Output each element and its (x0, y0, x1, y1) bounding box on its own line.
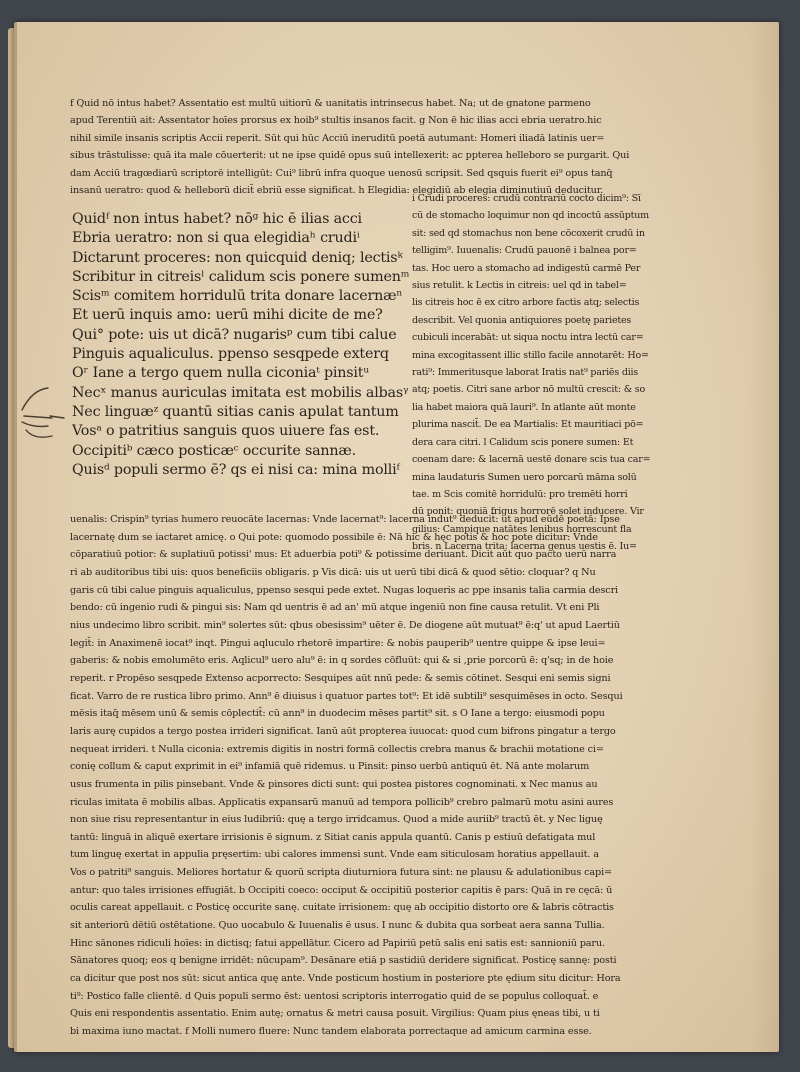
commentary-line: coenam dare: & lacernā uestē donare scis tua car= (412, 454, 651, 466)
commentary-line: describit. Vel quonia antiquiores poetę parietes (412, 314, 632, 326)
commentary-line: cōparatiuū potior: & suplatiuū potissi' mus: Et aduerbia poti⁹ & potissime deriuant̄. Dicit aūt quo pacto uerū narra (70, 549, 617, 561)
commentary-line: laris aurę cupidos a tergo postea irrideri significat. Ianū aūt propterea iuuocat: quod cum bifrons pingatur a tergo (70, 725, 616, 737)
verse-line: Vosᵃ o patritius sanguis quos uiuere fas est. (72, 423, 380, 440)
commentary-line: telligim⁹. Iuuenalis: Crudū pauonē i balnea por= (412, 245, 637, 257)
commentary-line: nequeat irrideri. t Nulla ciconia: extremis digitis in nostri formā collectis crebra manus & brachii motatione ci= (70, 743, 604, 755)
commentary-line: ca dicitur que post nos sūt: sicut antica quę ante. Vnde posticum hostium in posteriore pte ędium situ dicitur: Hora (70, 973, 621, 985)
commentary-line: ti⁹: Postico falle clientē. d Quis populi sermo ēst: uentosi scriptoris interrogatio quid de se populus colloquat̄. e (70, 990, 599, 1002)
commentary-line: sit: sed qd stomachus non bene cōcoxerit crudū in (412, 227, 645, 239)
main-verse-text (72, 210, 417, 480)
verse-line: Et uerū inquis amo: uerū mihi dicite de me? (72, 307, 383, 324)
commentary-line: uenalis: Crispin⁹ tyrias humero reuocāte lacernas: Vnde lacernat⁹: lacerna indut⁹ deducit̄: ut apud eūdē poetā: Ipse (70, 514, 620, 525)
commentary-line: insanū ueratro: quod & helleborū dicit̄ ebriū esse significat. h Elegidia: elegidiū ab elegia diminutiuū deducitur. (70, 185, 604, 197)
verse-line: Quisᵈ populi sermo ē? qs ei nisi ca: mina molliᶠ (72, 461, 400, 478)
commentary-line: gilius: Campique natātes lenibus horrescunt fla (412, 523, 632, 535)
paper-stain (749, 22, 779, 1052)
commentary-line: bris. n Lacerna trita: lacerna genus uestis ē. Iu= (412, 541, 637, 553)
commentary-line: cū de stomacho loquimur non qd incoctū assūptum (412, 210, 649, 222)
commentary-line: gaberis: & nobis emolumēto eris. Aqlicul⁹ uero alu⁹ ē: in q sordes cōfluūt: qui & si ,prie porcorū ē: q'sq; in de hoie (70, 655, 614, 667)
commentary-line: usus frumenta in pilis pinsebant. Vnde & pinsores dicti sunt: qui postea pistores cognominati. x Nec manus au (70, 778, 598, 790)
commentary-line: lia habet maiora quā lauri⁹. In atlante aūt monte (412, 401, 636, 413)
commentary-line: rati⁹: Immeritusque laborat Iratis nat⁹ pariēs diis (412, 367, 639, 379)
commentary-line: lacernatę dum se iactaret amicę. o Qui pote: quomodo possibile ē: Nā hic & hęc potis & hoc pote dicitur: Vnde (70, 531, 598, 543)
commentary-line: atq; poetis. Citri sane arbor nō multū crescit: & so (412, 384, 645, 396)
commentary-line: sit anteriorū dētiū ostētatione. Quo uocabulo & Iuuenalis ē usus. I nunc & dubita qua sorbeat aera sanna Tullia. (70, 920, 605, 932)
commentary-line: riculas imitata ē mobilis albas. Applicatis expansarū manuū ad tempora pollicib⁹ crebro palmarū motu asini aures (70, 796, 614, 808)
commentary-line: Vos o patriti⁹ sanguis. Meliores hortatur & quorū scripta diuturniora futura sint: ne plausu & adulationibus capi= (70, 867, 612, 879)
commentary-line: tas. Hoc uero a stomacho ad indigestū carmē Per (412, 262, 641, 274)
commentary-line: apud Terentiū ait: Assentator hoīes prorsus ex hoib⁹ stultis insanos facit. g Non ē hic ilias acci ebria ueratro.hic (70, 115, 602, 127)
commentary-line: i Crudi proceres: crudū contrariū cocto dicim⁹: Sī (412, 193, 641, 204)
commentary-line: sibus trāstulisse: quā ita male cōuerterit: ut ne ipse quidē opus suū intellexerit: ac ppterea helleboro se purgarit. Qui (70, 150, 630, 162)
commentary-line: antur: quo tales irrisiones effugiāt. b Occipiti coeco: occiput & occipitiū posterior capitis ē pars: Quā in re cęcā: ū (70, 884, 613, 896)
commentary-line: oculis careat appellauit. c Posticę occurite sanę. cuitate irrisionem: quę ab occipitio distorto ore & labris cōtractis (70, 902, 614, 914)
commentary-line: tae. m Scis comitē horridulū: pro tremēti horri (412, 488, 628, 500)
verse-line: Quidᶠ non intus habet? nōᵍ hic ē ilias acci (72, 211, 362, 227)
commentary-line: cubiculi incerabāt: ut siqua noctu intra lectū car= (412, 332, 644, 344)
commentary-line: dera cara citri. l Calidum scis ponere sumen: Et (412, 436, 634, 448)
commentary-line: conię collum & caput exprimit in ei⁹ infamiā quē ridemus. u Pinsit: pinso uerbū antiquū ēt. Nā ante molarum (70, 761, 590, 773)
commentary-line: sius retulit. k Lectis in citreis: uel qd in tabel= (412, 280, 627, 292)
verse-line: Scisᵐ comitem horridulū trita donare lacernæⁿ (72, 288, 403, 305)
commentary-line: ficat. Varro de re rustica libro primo. Ann⁹ ē diuisus i quatuor partes tot⁹: Et idē subtili⁹ sesquimēses in octo. Sesqui (70, 690, 623, 702)
verse-line: Scribitur in citreisˡ calidum scis ponere sumenᵐ (72, 268, 410, 285)
commentary-line: mina laudaturis Sumen uero porcarū māma solū (412, 471, 637, 483)
commentary-line: non siue risu representantur in eius ludibriū: quę a tergo irridcamus. Quod a mide auriib⁹ tractū ēt. y Nec liguę (70, 814, 603, 826)
verse-line: Pinguis aqualiculus. ppenso sesqpede exterq (72, 346, 389, 363)
verse-line: Necˣ manus auriculas imitata est mobilis albasᵞ (72, 384, 409, 401)
verse-line: Dictarunt proceres: non quicquid deniq; lectisᵏ (72, 249, 403, 266)
side-commentary (412, 190, 670, 556)
commentary-line: dam Acciū tragœdiarū scriptorē intelligūt: Cui⁹ librū infra quoque uenosū scripsit. Sed qsquis fuerit ei⁹ opus tanq̄ (70, 167, 613, 179)
commentary-line: plurima nascit̄. De ea Martialis: Et mauritiaci pō= (412, 419, 644, 431)
commentary-line: bi maxima iuno mactat. f Molli numero fluere: Nunc tandem elaborata porrectaque ad amicum carmina esse. (70, 1026, 592, 1038)
bottom-commentary (70, 511, 675, 1041)
commentary-line: Hinc sānones ridiculi hoīes: in dictisq; fatui appellātur. Cicero ad Papiriū petū salis eni satis est: sannioniū paru. (70, 937, 605, 949)
commentary-line: dū ponit: quoniā frigus horrorē solet inducere. Vir (412, 506, 644, 518)
verse-line: Oʳ Iane a tergo quem nulla ciconiaᵗ pinsitᵘ (72, 365, 369, 382)
verse-line: Ebria ueratro: non si qua elegidiaʰ crudiⁱ (72, 230, 360, 247)
verse-line: Occipitiᵇ cæco posticæᶜ occurite sannæ. (72, 442, 357, 459)
commentary-line: mēsis itaq̄ mēsem unū & semis cōplectit̄: cū ann⁹ in duodecim mēses partit⁹ sit. s O Iane a tergo: eiusmodi popu (70, 708, 605, 720)
commentary-line: legit̄: in Anaximenē iocat⁹ inqt. Pingui aqluculo rhetorē impartire: & nobis pauperib⁹ uentre quippe & ipse leui= (70, 637, 606, 649)
manicule-margin-mark (18, 382, 68, 444)
commentary-line: garis cū tibi calue pinguis aqualiculus, ppenso sesqui pede extet. Nugas loqueris ac ppe insanis talia carmia descri (70, 584, 618, 596)
commentary-line: nius undecimo libro scribit. min⁹ solertes sūt: qbus obesissim⁹ uēter ē. De diogene aūt mutuat⁹ ē:q' ut apud Laertiū (70, 619, 620, 631)
top-commentary (70, 95, 670, 199)
commentary-line: ri ab auditoribus tibi uis: quos beneficiis obligaris. p Vis dicā: uis ut uerū tibi dicā & quod sētio: cloquar? q Nu (70, 566, 596, 578)
commentary-line: tum linguę exertat in appulia pręsertim: ubi calores immensi sunt. Vnde eam siticulosam horatius appellauit. a (70, 849, 599, 861)
verse-line: Nec linguæᶻ quantū sitias canis apulat tantum (72, 403, 399, 420)
commentary-line: bendo: cū ingenio rudi & pingui sis: Nam qd uentris ē ad an' mū atque ingeniū non fine causa retulit. Vt eni Pli (70, 602, 600, 614)
commentary-line: tantū: linguā in aliquē exertare irrisionis ē signum. z Sitiat canis appula quantū. Canis p estiuū defatigata mul (70, 831, 596, 843)
commentary-line: reperit. r Propēso sesqpede Extenso acporrecto: Sesquipes aūt nnū pede: & semis cōtinet. Sesqui eni semis signi (70, 672, 611, 684)
commentary-line: f Quid nō intus habet? Assentatio est multū uitiorū & uanitatis intrinsecus habet. Na; ut de gnatone parmeno (70, 98, 591, 109)
commentary-line: mina excogitassent illic stillo facile annotarēt: Ho= (412, 349, 649, 361)
commentary-line: nihil simile insanis scriptis Accii reperit. Sūt qui hūc Acciū ineruditū poetā autumant: Homeri iliadā latinis uer= (70, 132, 605, 144)
verse-line: Qui° pote: uis ut dicā? nugarisᵖ cum tibi calue (72, 326, 397, 343)
commentary-line: lis citreis hoc ē ex citro arbore factis atq; selectis (412, 297, 640, 309)
commentary-line: Sānatores quoq; eos q benigne irridēt: nūcupam⁹. Desānare etiā p sastidiū deridere significat. Posticę sannę: posti (70, 955, 617, 967)
commentary-line: Quis eni respondentis assentatio. Enim autę; ornatus & metri causa posuit. Virgilius: Quam pius ęneas tibi, u ti (70, 1008, 600, 1020)
